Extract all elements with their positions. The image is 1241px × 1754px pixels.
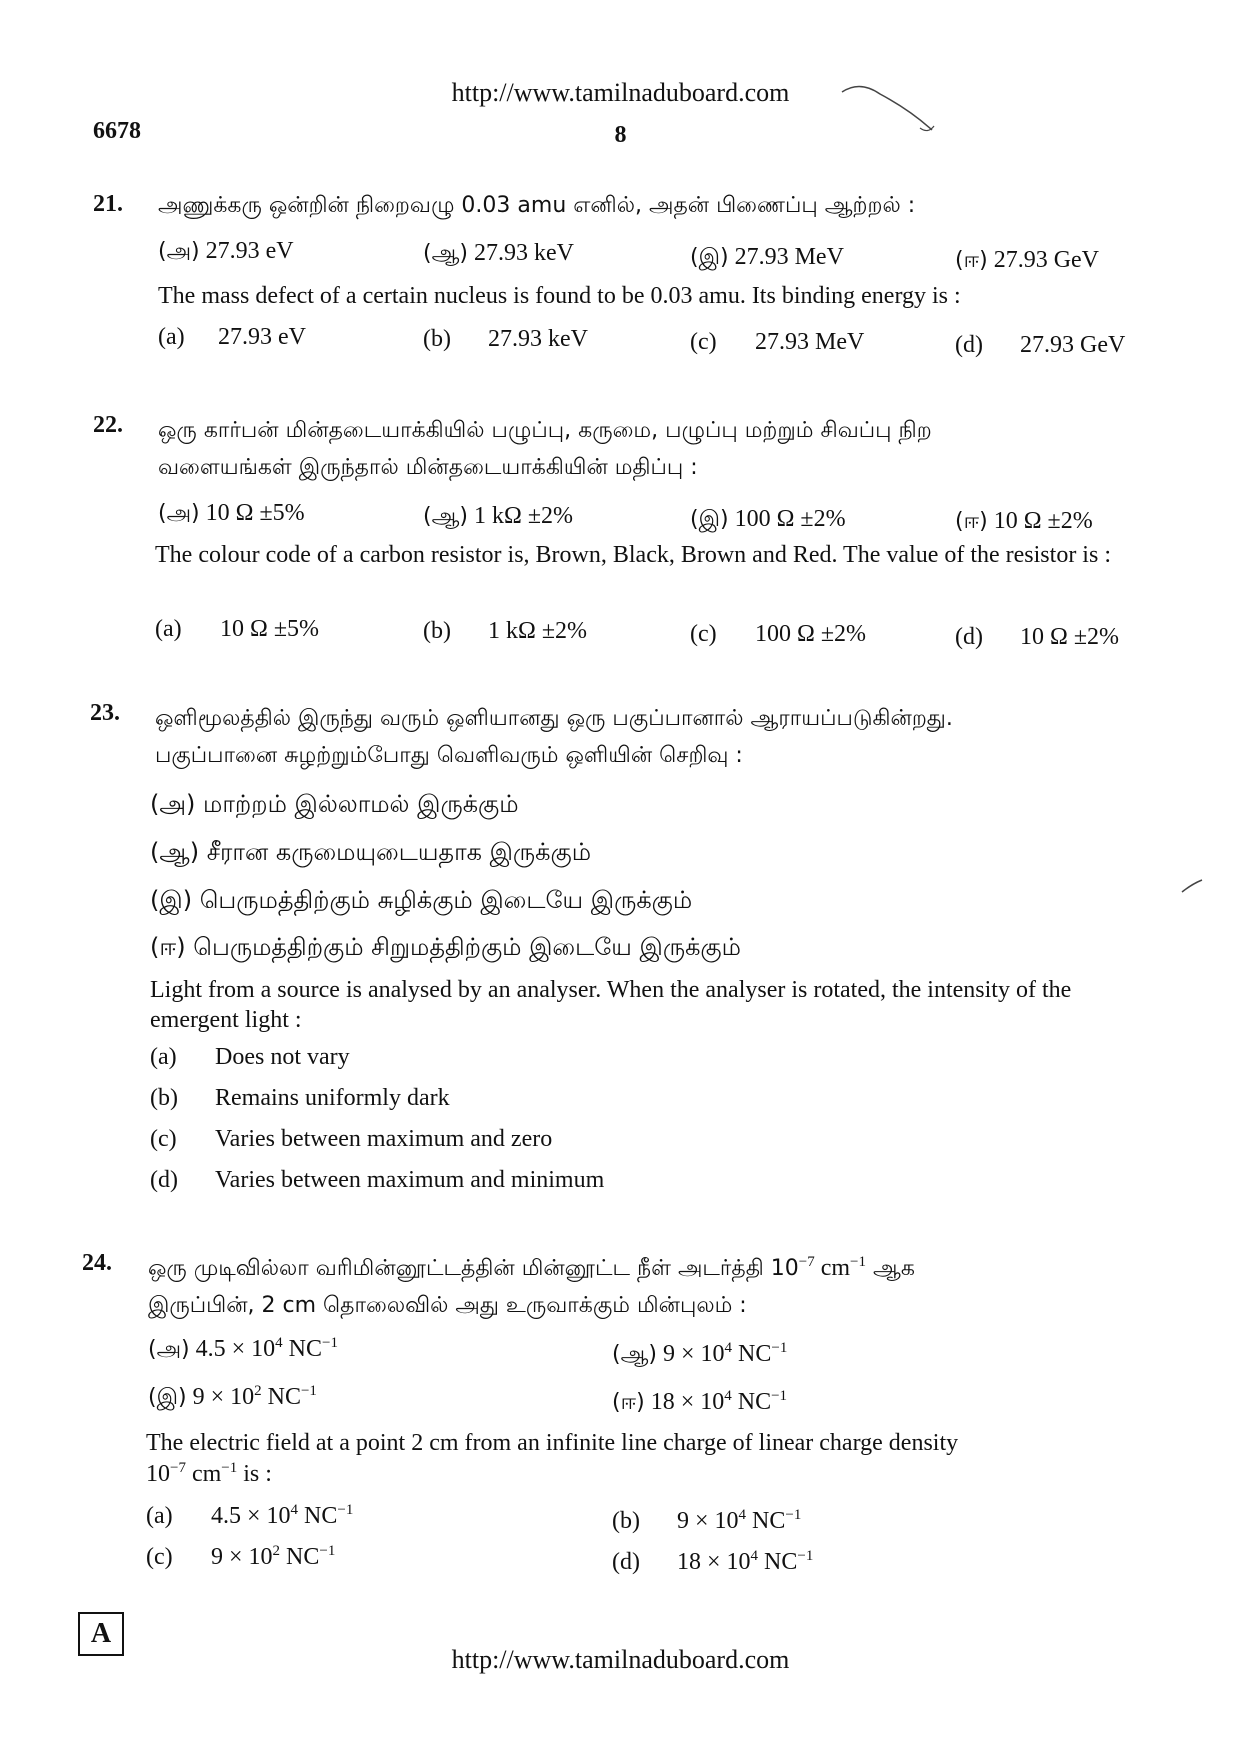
series-box: A bbox=[78, 1612, 124, 1656]
question-text-tamil-line1: ஒரு கார்பன் மின்தடையாக்கியில் பழுப்பு, கருமை, பழுப்பு மற்றும் சிவப்பு நிற bbox=[158, 418, 932, 443]
option-english-c: (c) 27.93 MeV bbox=[690, 329, 865, 355]
question-text-tamil-line1: ஒளிமூலத்தில் இருந்து வரும் ஒளியானது ஒரு பகுப்பானால் ஆராயப்படுகின்றது. bbox=[155, 706, 953, 731]
option-tamil-3: (இ) 27.93 MeV bbox=[690, 244, 844, 270]
option-english-c: (c) Varies between maximum and zero bbox=[150, 1126, 553, 1152]
option-tamil-4: (ஈ) $18 \times 10^4$ $NC^{-1}$ bbox=[612, 1388, 788, 1415]
question-text-english-line2: $10^{-7}$ $cm^{-1}$ is : bbox=[146, 1460, 272, 1487]
question-text-tamil-line1: ஒரு முடிவில்லா வரிமின்னூட்டத்தின் மின்னூட்ட நீள் அடர்த்தி $10^{-7}$ $cm^{-1}$ ஆக bbox=[148, 1254, 915, 1281]
option-tamil-1: (அ) 27.93 eV bbox=[158, 238, 294, 264]
option-tamil-4: (ஈ) 10 Ω ±2% bbox=[955, 508, 1093, 534]
option-tamil-3: (இ) பெருமத்திற்கும் சுழிக்கும் இடையே இருக்கும் bbox=[150, 886, 693, 914]
option-english-a: (a) 10 Ω ±5% bbox=[155, 616, 319, 642]
option-tamil-4: (ஈ) 27.93 GeV bbox=[955, 247, 1100, 273]
header-url: http://www.tamilnaduboard.com bbox=[451, 78, 790, 107]
option-tamil-1: (அ) $4.5 \times 10^4$ $NC^{-1}$ bbox=[148, 1335, 338, 1362]
page-number: 8 bbox=[614, 122, 627, 148]
option-tamil-1: (அ) மாற்றம் இல்லாமல் இருக்கும் bbox=[150, 790, 519, 818]
option-english-d: (d) 10 Ω ±2% bbox=[955, 624, 1119, 650]
question-text-english-line1: The electric field at a point 2 cm from an infinite line charge of linear charge density bbox=[146, 1430, 959, 1456]
page-code: 6678 bbox=[93, 118, 141, 144]
question-number: 23. bbox=[90, 700, 120, 726]
option-tamil-4: (ஈ) பெருமத்திற்கும் சிறுமத்திற்கும் இடையே இருக்கும் bbox=[150, 933, 741, 961]
option-tamil-1: (அ) 10 Ω ±5% bbox=[158, 500, 305, 526]
question-text-english: The colour code of a carbon resistor is, Brown, Black, Brown and Red. The value of the resistor is : bbox=[155, 542, 1111, 568]
pen-tick-mark bbox=[1180, 878, 1204, 894]
question-text-tamil-line2: பகுப்பானை சுழற்றும்போது வெளிவரும் ஒளியின் செறிவு : bbox=[155, 743, 743, 768]
question-number: 21. bbox=[93, 191, 123, 217]
footer-url: http://www.tamilnaduboard.com bbox=[451, 1645, 790, 1674]
question-text-tamil-line2: இருப்பின், 2 cm தொலைவில் அது உருவாக்கும் மின்புலம் : bbox=[148, 1293, 747, 1318]
option-english-c: (c) 100 Ω ±2% bbox=[690, 621, 866, 647]
question-text-english: Light from a source is analysed by an analyser. When the analyser is rotated, the intensity of the emergent light : bbox=[150, 977, 1072, 1033]
option-english-d: (d) $18 \times 10^4$ $NC^{-1}$ bbox=[612, 1548, 814, 1575]
question-number: 22. bbox=[93, 412, 123, 438]
option-english-d: (d) 27.93 GeV bbox=[955, 332, 1126, 358]
option-tamil-3: (இ) $9 \times 10^2$ $NC^{-1}$ bbox=[148, 1383, 317, 1410]
question-text-english: The mass defect of a certain nucleus is found to be 0.03 amu. Its binding energy is : bbox=[158, 283, 961, 309]
question-text-tamil: அணுக்கரு ஒன்றின் நிறைவழு 0.03 amu எனில், அதன் பிணைப்பு ஆற்றல் : bbox=[158, 193, 916, 218]
option-english-b: (b) Remains uniformly dark bbox=[150, 1085, 450, 1111]
option-english-b: (b) $9 \times 10^4$ $NC^{-1}$ bbox=[612, 1507, 802, 1534]
question-text-tamil-line2: வளையங்கள் இருந்தால் மின்தடையாக்கியின் மதிப்பு : bbox=[158, 455, 698, 480]
option-english-b: (b) 27.93 keV bbox=[423, 326, 588, 352]
option-tamil-2: (ஆ) 27.93 keV bbox=[423, 240, 574, 266]
option-english-b: (b) 1 kΩ ±2% bbox=[423, 618, 587, 644]
option-tamil-2: (ஆ) 1 kΩ ±2% bbox=[423, 503, 573, 529]
option-english-d: (d) Varies between maximum and minimum bbox=[150, 1167, 605, 1193]
option-english-a: (a) Does not vary bbox=[150, 1044, 350, 1070]
option-tamil-2: (ஆ) $9 \times 10^4$ $NC^{-1}$ bbox=[612, 1340, 788, 1367]
option-english-a: (a) 27.93 eV bbox=[158, 324, 306, 350]
question-number: 24. bbox=[82, 1250, 112, 1276]
option-tamil-2: (ஆ) சீரான கருமையுடையதாக இருக்கும் bbox=[150, 838, 592, 866]
option-english-a: (a) $4.5 \times 10^4$ $NC^{-1}$ bbox=[146, 1502, 354, 1529]
pen-scribble-mark bbox=[840, 76, 940, 136]
option-english-c: (c) $9 \times 10^2$ $NC^{-1}$ bbox=[146, 1543, 336, 1570]
option-tamil-3: (இ) 100 Ω ±2% bbox=[690, 506, 846, 532]
